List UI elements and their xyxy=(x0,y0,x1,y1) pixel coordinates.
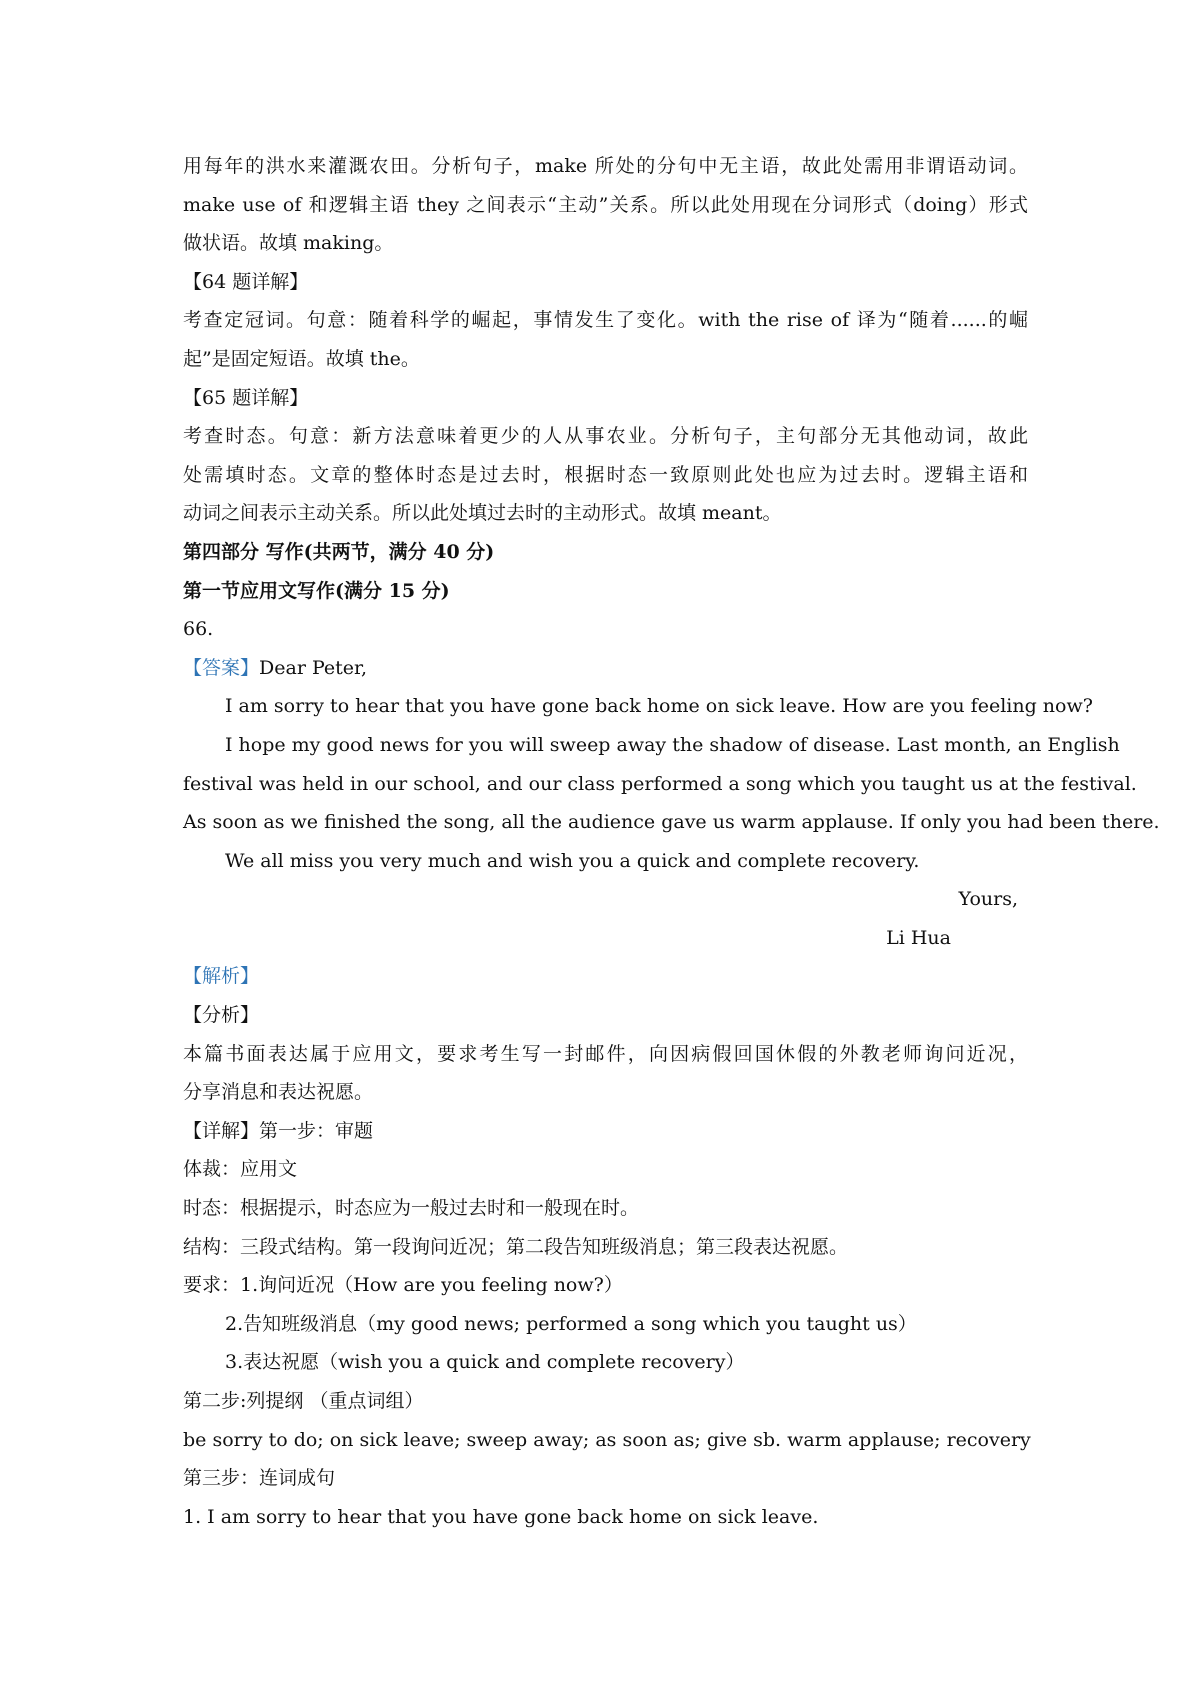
section1-title: 第一节应用文写作(满分 15 分) xyxy=(183,579,450,602)
fenxi-heading: 【分析】 xyxy=(183,1004,260,1027)
genre-line: 体裁：应用文 xyxy=(183,1158,298,1181)
letter-closing: Yours, xyxy=(958,888,1018,911)
sentence-1: 1. I am sorry to hear that you have gone back home on sick leave. xyxy=(183,1505,819,1528)
step-2-heading: 第二步:列提纲 （重点词组） xyxy=(183,1390,424,1412)
intro-line-3: 做状语。故填 making。 xyxy=(183,232,394,255)
answer-line xyxy=(183,649,1028,688)
answer-tag: 【答案】 xyxy=(183,656,260,679)
requirement-1: 要求：1.询问近况（How are you feeling now?） xyxy=(183,1274,623,1297)
q65-line-3: 动词之间表示主动关系。所以此处填过去时的主动形式。故填 meant。 xyxy=(183,502,782,525)
q64-heading: 【64 题详解】 xyxy=(183,270,309,293)
requirement-3: 3.表达祝愿（wish you a quick and complete recovery） xyxy=(225,1351,745,1374)
q65-heading: 【65 题详解】 xyxy=(183,386,309,409)
tense-line: 时态：根据提示，时态应为一般过去时和一般现在时。 xyxy=(183,1197,640,1220)
key-phrases: be sorry to do; on sick leave; sweep away; as soon as; give sb. warm applause; recovery xyxy=(183,1428,1031,1451)
detail-step-1: 【详解】第一步：审题 xyxy=(183,1119,374,1142)
letter-paragraph-3: We all miss you very much and wish you a quick and complete recovery. xyxy=(225,849,920,872)
q65-line-1: 考查时态。句意：新方法意味着更少的人从事农业。分析句子，主句部分无其他动词，故此 xyxy=(183,425,1028,448)
analysis-tag: 【解析】 xyxy=(183,965,260,988)
requirement-2: 2.告知班级消息（my good news; performed a song which you taught us） xyxy=(225,1312,917,1335)
question-number: 66. xyxy=(183,618,214,641)
structure-line: 结构：三段式结构。第一段询问近况；第二段告知班级消息；第三段表达祝愿。 xyxy=(183,1235,849,1258)
step-3-heading: 第三步：连词成句 xyxy=(183,1467,336,1490)
letter-paragraph-1: I am sorry to hear that you have gone back home on sick leave. How are you feeling now? xyxy=(225,695,1093,718)
fenxi-line-1: 本篇书面表达属于应用文，要求考生写一封邮件，向因病假回国休假的外教老师询问近况， xyxy=(183,1042,1028,1065)
letter-paragraph-2-line-3: As soon as we finished the song, all the audience gave us warm applause. If only you had been there. xyxy=(183,811,1160,834)
fenxi-line-2: 分享消息和表达祝愿。 xyxy=(183,1081,374,1104)
intro-line-2: make use of 和逻辑主语 they 之间表示“主动”关系。所以此处用现在分词形式（doing）形式 xyxy=(183,193,1028,216)
q64-line-2: 起”是固定短语。故填 the。 xyxy=(183,347,420,370)
q64-line-1: 考查定冠词。句意：随着科学的崛起，事情发生了变化。with the rise of 译为“随着......的崛 xyxy=(183,309,1028,332)
letter-greeting: Dear Peter, xyxy=(259,656,368,679)
part4-title: 第四部分 写作(共两节，满分 40 分) xyxy=(183,540,495,563)
letter-paragraph-2-line-2: festival was held in our school, and our class performed a song which you taught us at the festival. xyxy=(183,772,1137,795)
intro-line-1: 用每年的洪水来灌溉农田。分析句子，make 所处的分句中无主语，故此处需用非谓语动词。 xyxy=(183,155,1028,177)
q65-line-2: 处需填时态。文章的整体时态是过去时，根据时态一致原则此处也应为过去时。逻辑主语和 xyxy=(183,463,1028,486)
document-page xyxy=(183,147,1160,1536)
letter-paragraph-2-line-1: I hope my good news for you will sweep away the shadow of disease. Last month, an English xyxy=(225,733,1120,756)
letter-signature: Li Hua xyxy=(886,926,951,949)
